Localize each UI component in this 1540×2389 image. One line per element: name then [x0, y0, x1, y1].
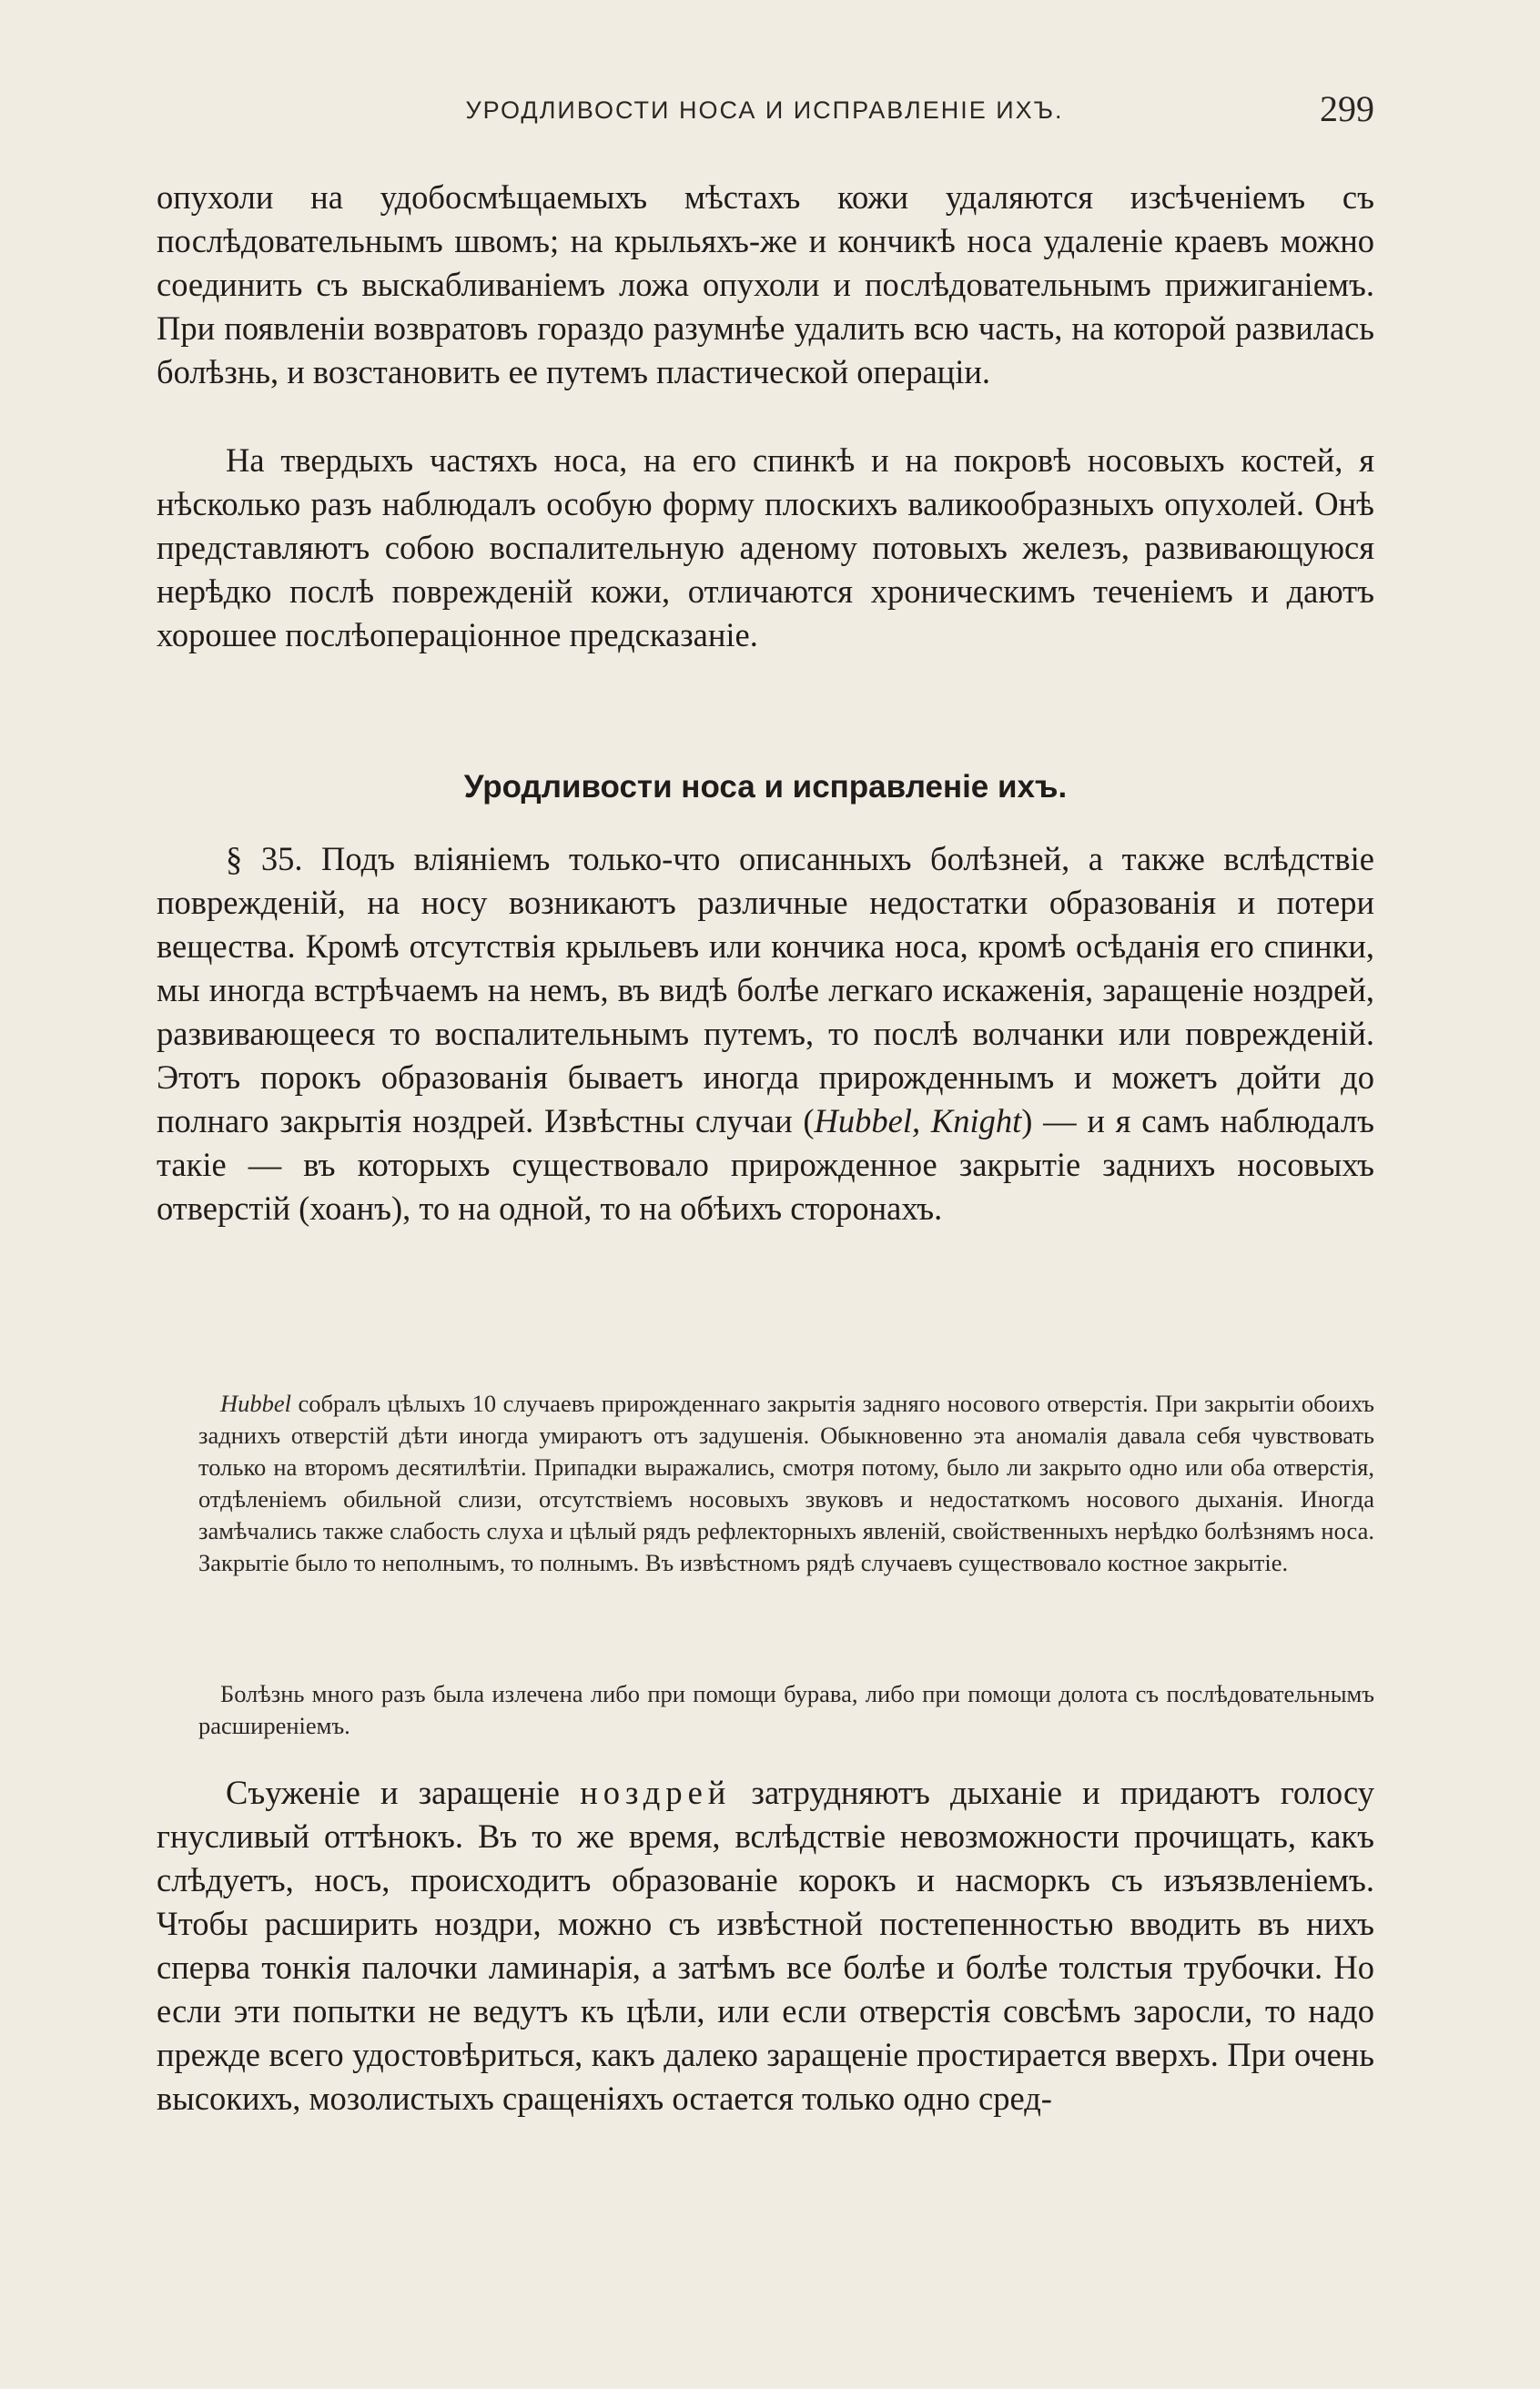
continued-paragraph: [157, 176, 1374, 394]
small-print-note-treatment: [198, 1678, 1374, 1742]
note-author: Hubbel: [220, 1390, 292, 1417]
running-head: [155, 87, 1374, 133]
paragraph-tumor-removal: опухоли на удобосмѣщаемыхъ мѣстахъ кожи удаляются изсѣченіемъ съ послѣдовательнымъ швомъ; на крыльяхъ-же и кончикѣ носа удаленіе краевъ можно соединить съ выскабливаніемъ ложа опухоли и послѣдовательнымъ прижиганіемъ. При появленіи возвратовъ гораздо разумнѣе удалить всю часть, на которой развилась болѣзнь, и возстановить ее путемъ пластической операціи.: [157, 178, 1374, 390]
page-number: 299: [1320, 88, 1374, 129]
section-heading: Уродливости носа и исправленіе ихъ.: [463, 769, 1068, 805]
note-paragraph-2: Болѣзнь много разъ была излечена либо при помощи бурава, либо при помощи долота съ послѣдовательнымъ расширеніемъ.: [198, 1680, 1374, 1739]
paragraph-section-35: [157, 837, 1374, 1230]
paragraph-block-adenoma: [157, 439, 1374, 657]
section-35-block: [157, 837, 1374, 1230]
paragraph-block-narrowing: [157, 1771, 1374, 2121]
small-print-note-hubbel: [198, 1388, 1374, 1579]
section-35-text-end: ) — и я самъ наблюдалъ такіе — въ которыхъ существовало прирожденное закрытіе заднихъ носовыхъ отверстій (хоанъ), то на одной, то на обѣихъ сторонахъ.: [157, 1102, 1375, 1227]
narrowing-text-rest: затрудняютъ дыханіе и придаютъ голосу гнусливый оттѣнокъ. Въ то же время, вслѣдствіе невозможности прочищать, какъ слѣдуетъ, носъ, происходитъ образованіе корокъ и насморкъ съ изъязвленіемъ. Чтобы расширить ноздри, можно съ извѣстной постепенностью вводить въ нихъ сперва тонкія палочки ламинарія, а затѣмъ все болѣе и болѣе толстыя трубочки. Но если эти попытки не ведутъ къ цѣли, или если отверстія совсѣмъ заросли, то надо прежде всего удостовѣриться, какъ далеко заращеніе простирается вверхъ. При очень высокихъ, мозолистыхъ сращеніяхъ остается только одно сред-: [157, 1774, 1375, 2117]
note-paragraph-1: [198, 1388, 1374, 1579]
section-35-text-start: § 35. Подъ вліяніемъ только-что описанныхъ болѣзней, а также вслѣдствіе поврежденій, на носу возникаютъ различные недостатки образованія и потери вещества. Кромѣ отсутствія крыльевъ или кончика носа, кромѣ осѣданія его спинки, мы иногда встрѣчаемъ на немъ, въ видѣ болѣе легкаго искаженія, заращеніе ноздрей, развивающееся то воспалительнымъ путемъ, то послѣ волчанки или поврежденій. Этотъ порокъ образованія бываетъ иногда прирожденнымъ и можетъ дойти до полнаго закрытія ноздрей. Извѣстны случаи (: [157, 840, 1374, 1139]
note-1-text: собралъ цѣлыхъ 10 случаевъ прирожденнаго закрытія задняго носового отверстія. При закрытіи обоихъ заднихъ отверстій дѣти иногда умираютъ отъ задушенія. Обыкновенно эта аномалія давала себя чувствовать только на второмъ десятилѣтіи. Припадки выражались, смотря потому, было ли закрыто одно или оба отверстія, отдѣленіемъ обильной слизи, отсутствіемъ носовыхъ звуковъ и недостаткомъ носового дыханія. Иногда замѣчались также слабость слуха и цѣлый рядъ рефлекторныхъ явленій, свойственныхъ нерѣдко болѣзнямъ носа. Закрытіе было то неполнымъ, то полнымъ. Въ извѣстномъ рядѣ случаевъ существовало костное закрытіе.: [198, 1390, 1374, 1576]
spaced-word-nostrils: ноздрей: [580, 1774, 732, 1811]
running-title: УРОДЛИВОСТИ НОСА И ИСПРАВЛЕНІЕ ИХЪ.: [465, 96, 1064, 124]
narrowing-text-start: Съуженіе и заращеніе: [226, 1774, 581, 1811]
cited-authors: Hubbel, Knight: [814, 1102, 1022, 1139]
paragraph-narrowing: [157, 1771, 1374, 2121]
paragraph-adenoma: На твердыхъ частяхъ носа, на его спинкѣ и на покровѣ носовыхъ костей, я нѣсколько разъ наблюдалъ особую форму плоскихъ валикообразныхъ опухолей. Онѣ представляютъ собою воспалительную аденому потовыхъ железъ, развивающуюся нерѣдко послѣ поврежденій кожи, отличаются хроническимъ теченіемъ и даютъ хорошее послѣопераціонное предсказаніе.: [157, 441, 1374, 653]
